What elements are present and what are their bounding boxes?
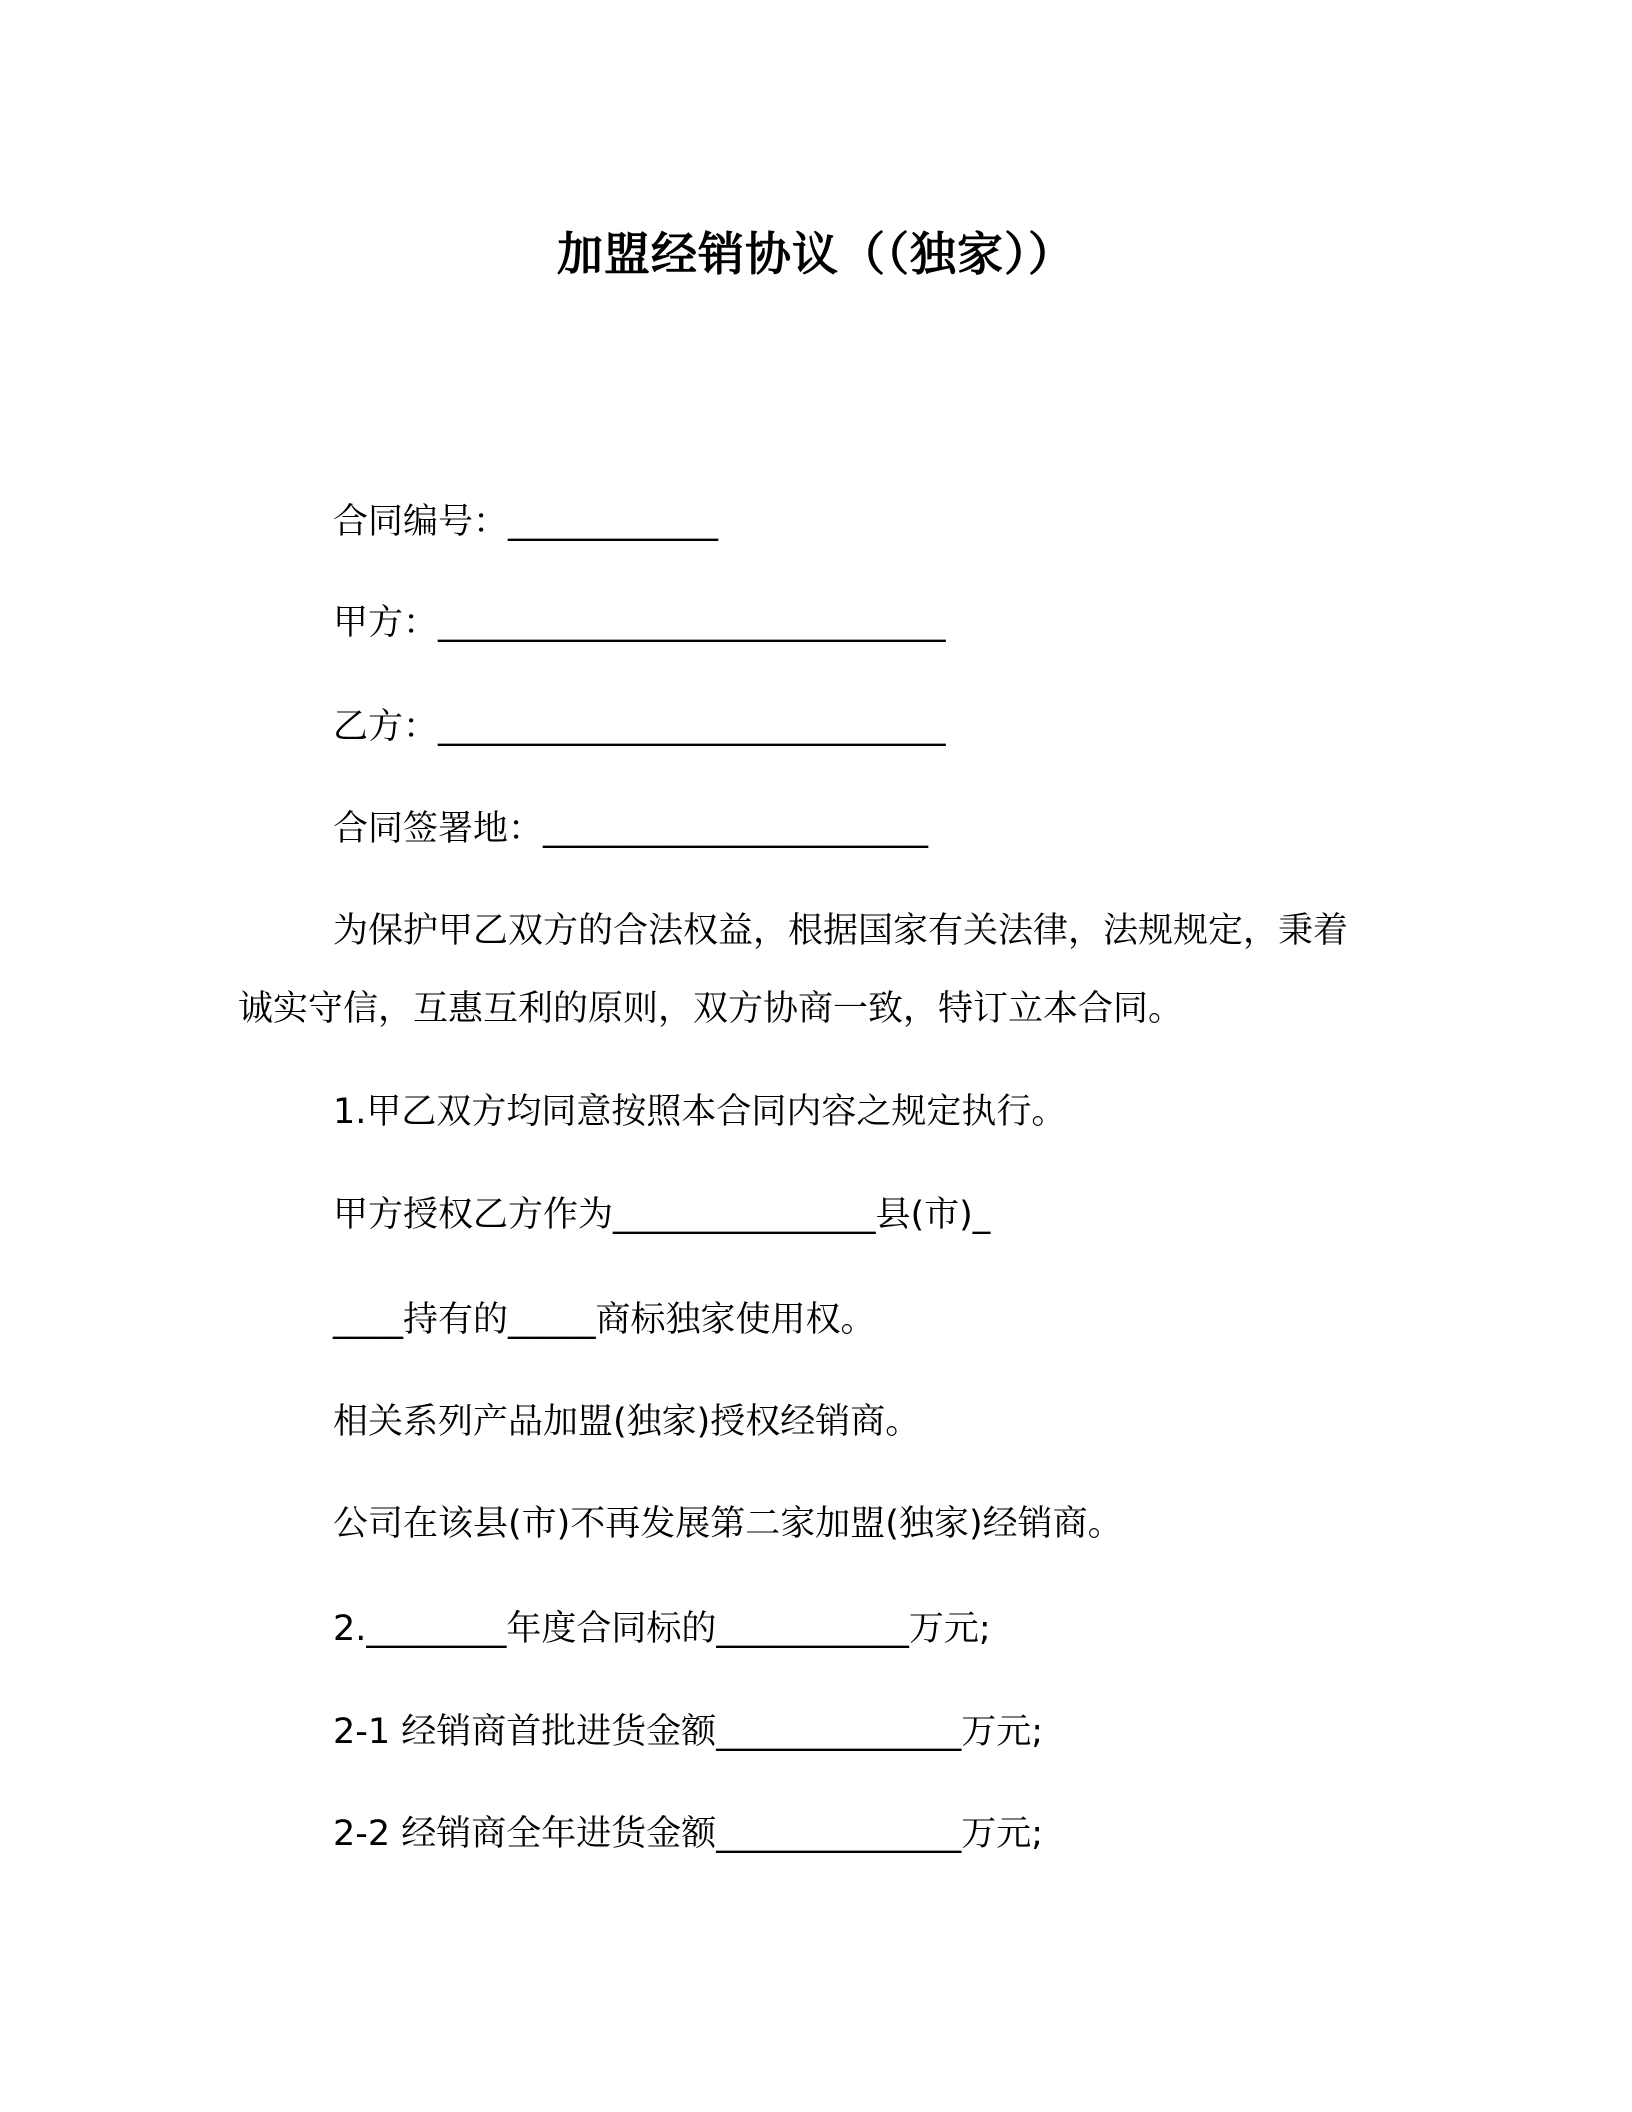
clause-1: 1.甲乙双方均同意按照本合同内容之规定执行。 <box>333 1092 1067 1132</box>
preamble-paragraph: 为保护甲乙双方的合法权益，根据国家有关法律，法规规定，秉着诚实守信，互惠互利的原则，双方协商一致，特订立本合同。 <box>238 911 1349 1029</box>
clause-2-2: 2-2 经销商全年进货金额______________万元; <box>333 1814 1044 1854</box>
clause-authorization-line-1: 甲方授权乙方作为_______________县(市)_ <box>333 1195 991 1235</box>
contract-number-field: 合同编号：____________ <box>333 502 719 542</box>
clause-authorization-line-3: 相关系列产品加盟(独家)授权经销商。 <box>333 1402 921 1442</box>
document-title: 加盟经销协议（（独家）） <box>557 227 1075 281</box>
party-b-field: 乙方：_____________________________ <box>333 707 946 747</box>
clause-2-1: 2-1 经销商首批进货金额______________万元; <box>333 1712 1044 1752</box>
clause-authorization-line-2: ____持有的_____商标独家使用权。 <box>333 1300 876 1340</box>
clause-exclusivity: 公司在该县(市)不再发展第二家加盟(独家)经销商。 <box>333 1504 1123 1544</box>
clause-2: 2.________年度合同标的___________万元; <box>333 1609 991 1649</box>
party-a-field: 甲方：_____________________________ <box>333 603 946 643</box>
signing-place-field: 合同签署地：______________________ <box>333 809 929 849</box>
